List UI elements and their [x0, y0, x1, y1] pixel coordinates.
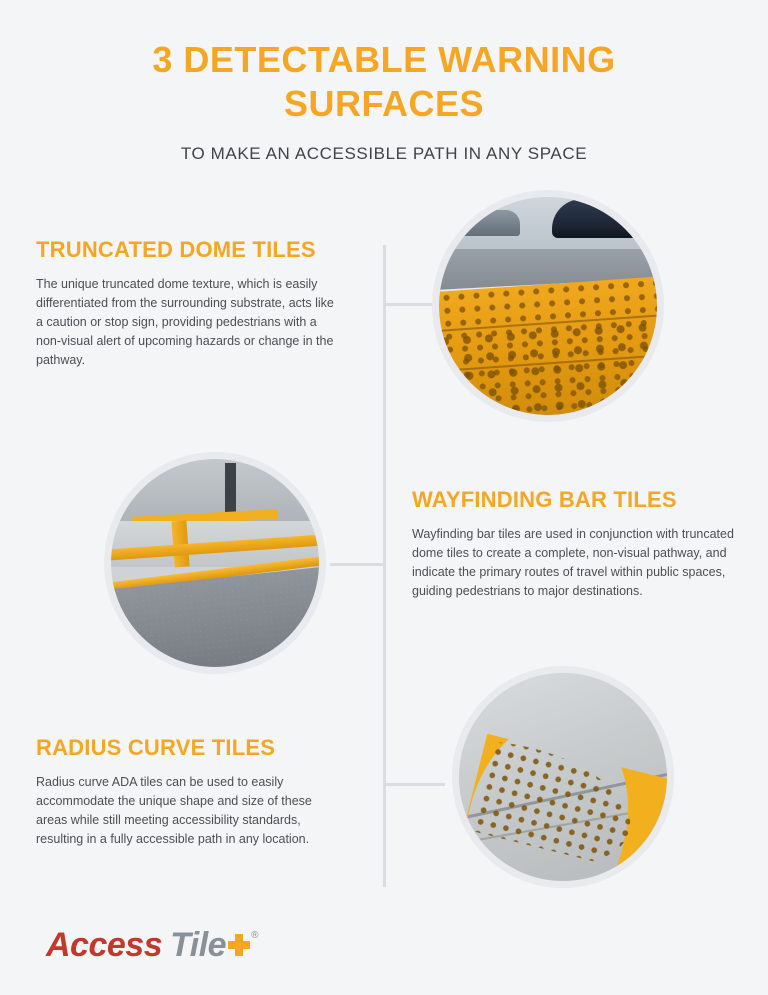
section-radius-curve-tiles [36, 732, 336, 849]
page-title: 3 DETECTABLE WARNING SURFACES [152, 39, 616, 124]
section-body-2: Wayfinding bar tiles are used in conjunction with truncated dome tiles to create a complete, non-visual pathway, and indicate the primary routes of travel within public spaces, guiding pedestrians to major destinations. [412, 527, 734, 598]
section-truncated-dome-tiles [36, 234, 336, 370]
registered-trademark-symbol: ® [251, 930, 259, 941]
page-subtitle: TO MAKE AN ACCESSIBLE PATH IN ANY SPACE [180, 144, 588, 163]
connector-branch-2 [330, 563, 386, 566]
truncated-dome-tiles-photo [432, 190, 664, 422]
section-body-3: Radius curve ADA tiles can be used to easily accommodate the unique shape and size of these areas while still meeting accessibility standards, resulting in a fully accessible path in any location. [36, 775, 312, 846]
logo-word-access: Access [46, 926, 163, 964]
connector-branch-3 [383, 783, 445, 786]
logo-word-tile: Tile [170, 926, 227, 964]
section-body-1: The unique truncated dome texture, which is easily differentiated from the surrounding substrate, acts like a caution or stop sign, providing pedestrians with a non-visual alert of upcoming hazards or change in the pathway. [36, 277, 334, 367]
plus-cross-icon [228, 930, 250, 956]
connector-spine [383, 245, 386, 887]
radius-curve-tiles-photo [452, 666, 674, 888]
wayfinding-bar-tiles-photo [104, 452, 326, 674]
section-wayfinding-bar-tiles [412, 484, 747, 601]
section-heading-1: TRUNCATED DOME TILES [36, 237, 316, 262]
section-heading-2: WAYFINDING BAR TILES [412, 487, 677, 512]
header [0, 38, 768, 164]
section-heading-3: RADIUS CURVE TILES [36, 735, 276, 760]
access-tile-logo [46, 926, 257, 965]
